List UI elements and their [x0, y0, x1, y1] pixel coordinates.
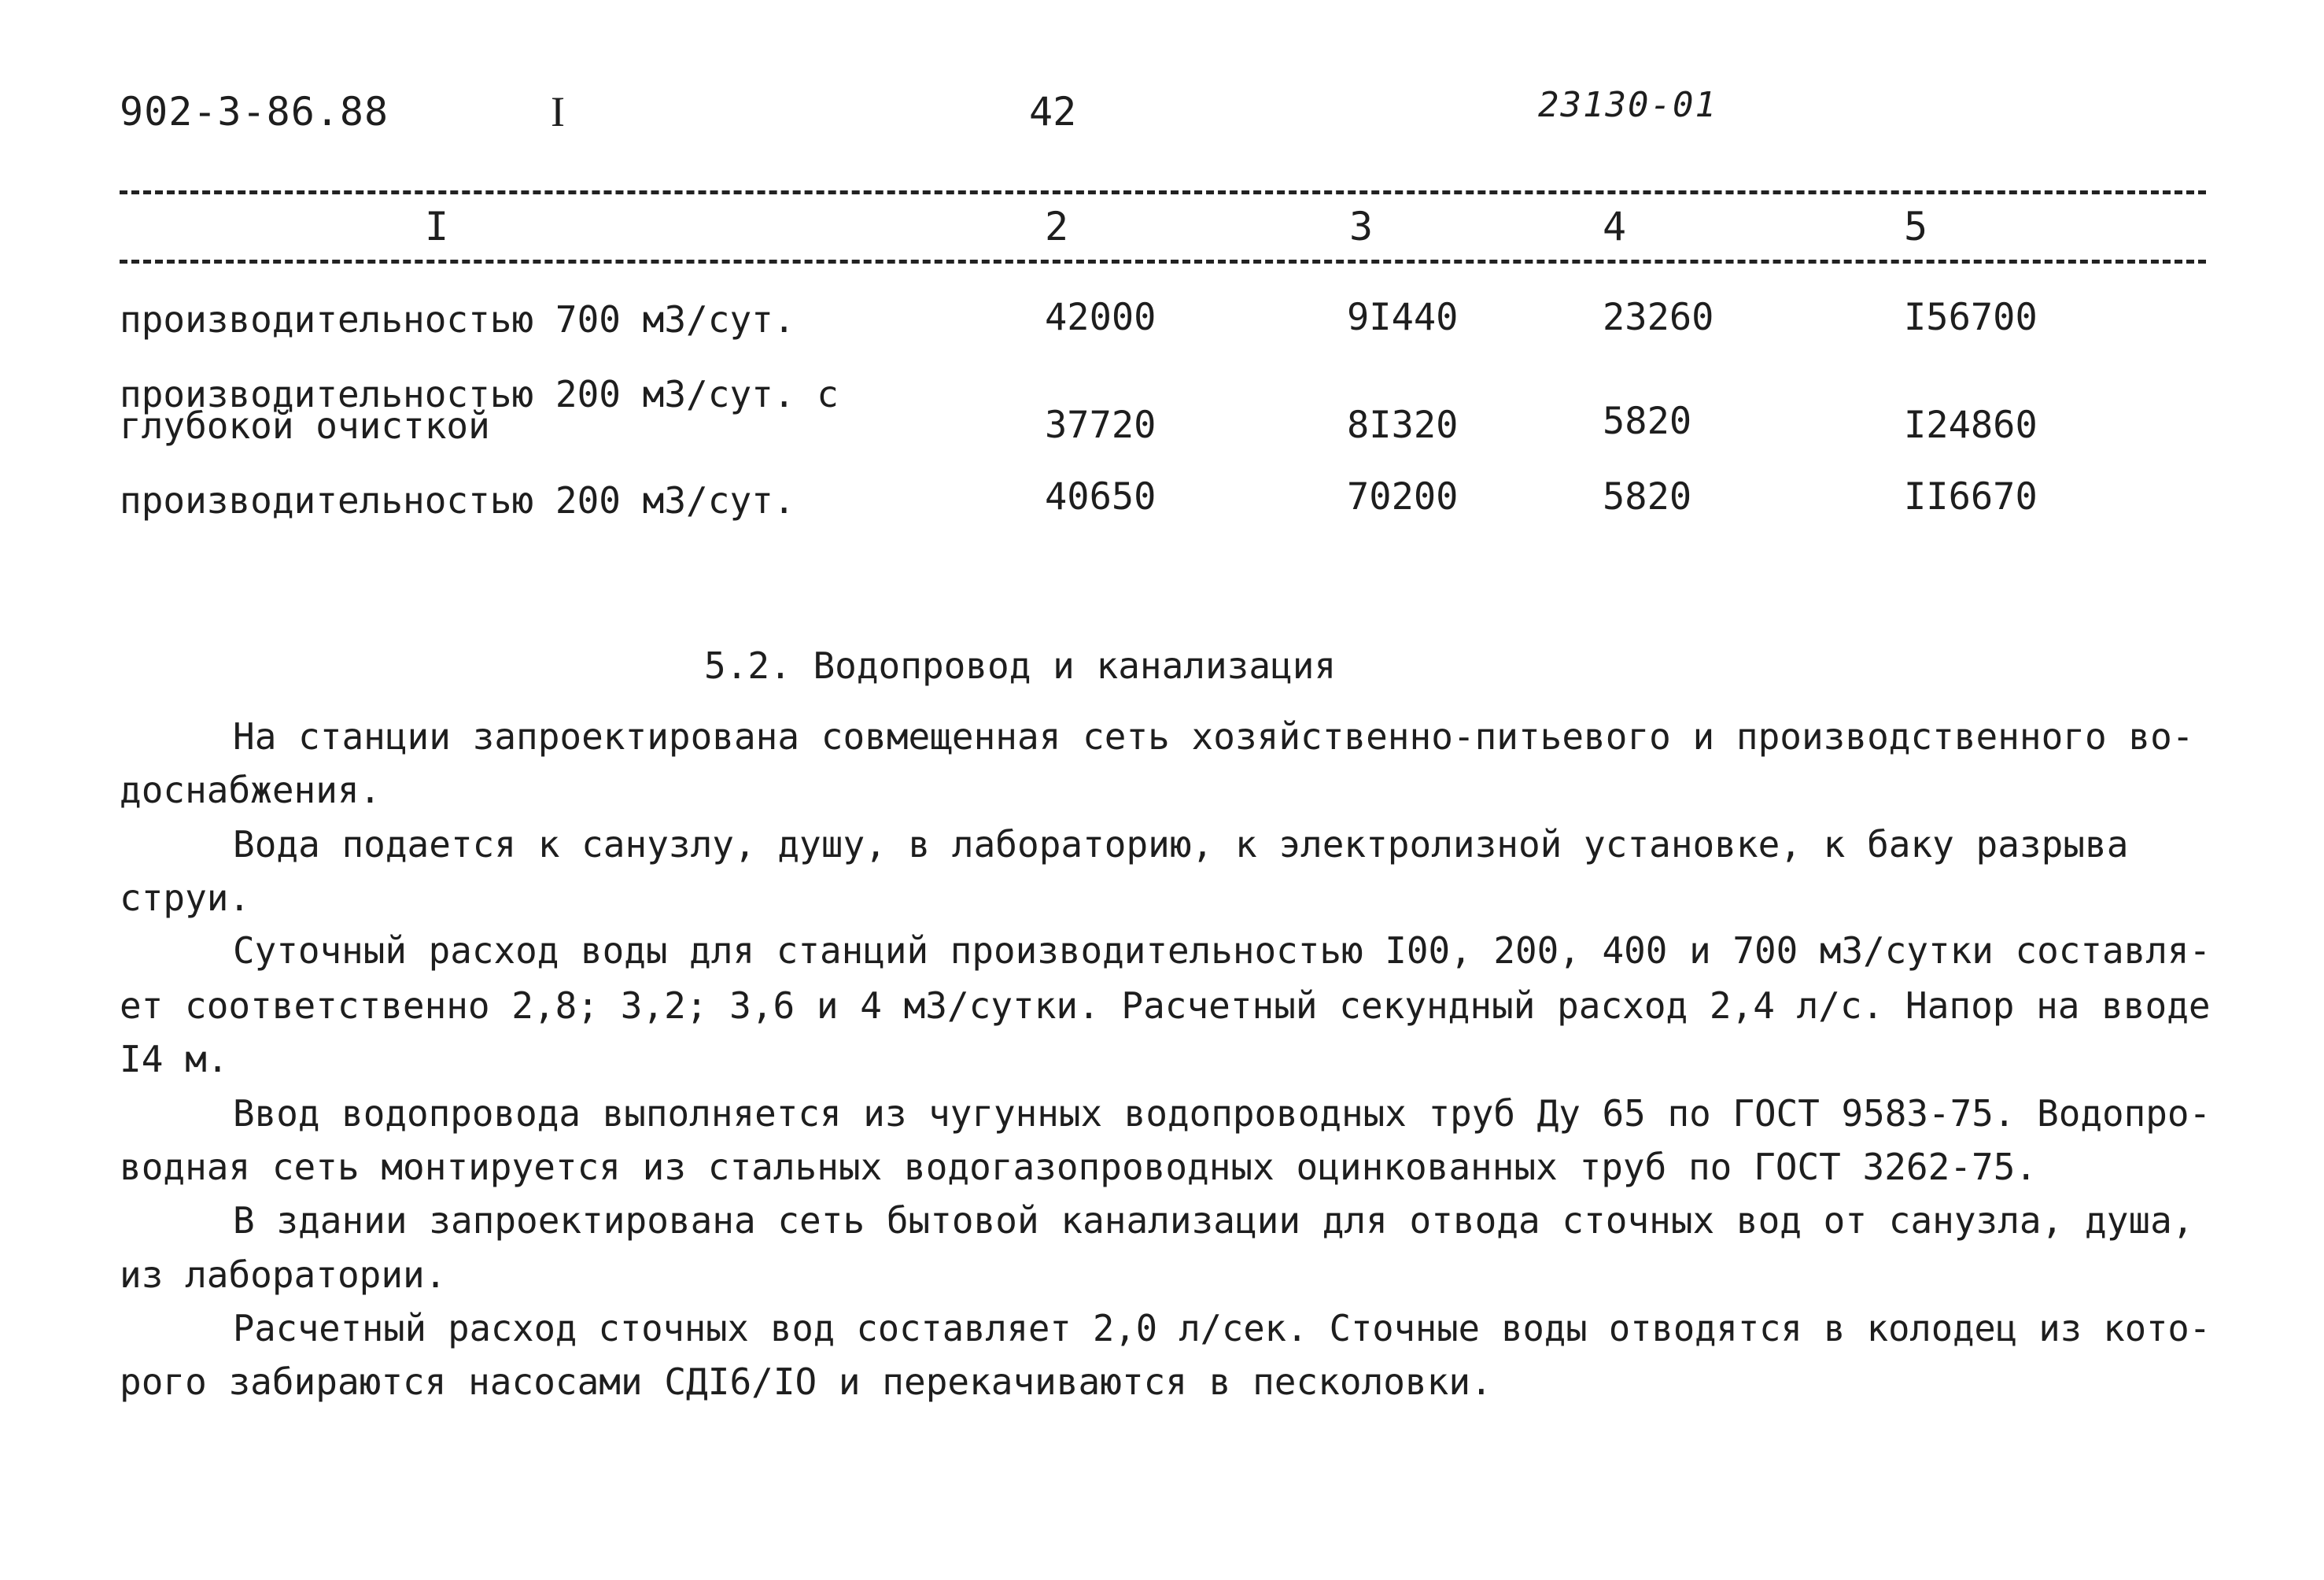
paragraph-line: из лаборатории.	[120, 1253, 447, 1296]
table-cell: 8I320	[1347, 404, 1459, 447]
table-cell: II6670	[1904, 475, 2038, 519]
paragraph-line: струи.	[120, 877, 251, 919]
paragraph-line: В здании запроектирована сеть бытовой канализации для отвода сточных вод от санузла, душа,	[233, 1199, 2194, 1242]
column-header-3: 3	[1349, 204, 1374, 249]
table-cell: 9I440	[1347, 296, 1459, 339]
table-cell: 40650	[1045, 475, 1156, 519]
table-cell: 5820	[1603, 475, 1692, 519]
row-label: производительностью 200 м3/сут.	[120, 479, 795, 522]
table-cell: 37720	[1045, 404, 1156, 447]
row-label: производительностью 700 м3/сут.	[120, 298, 795, 341]
table-header-rule	[120, 260, 2206, 264]
column-header-5: 5	[1904, 204, 1928, 249]
table-cell: 42000	[1045, 296, 1156, 339]
row-label-continuation: глубокой очисткой	[120, 404, 490, 447]
paragraph-line: ет соответственно 2,8; 3,2; 3,6 и 4 м3/сутки. Расчетный секундный расход 2,4 л/с. Напор на вводе	[120, 984, 2211, 1027]
table-cell: I56700	[1904, 296, 2038, 339]
column-header-2: 2	[1045, 204, 1069, 249]
paragraph-line: Расчетный расход сточных вод составляет 2,0 л/сек. Сточные воды отводятся в колодец из кото-	[233, 1307, 2211, 1349]
table-cell: I24860	[1904, 404, 2038, 447]
page-number: 42	[1029, 89, 1077, 135]
paragraph-line: I4 м.	[120, 1038, 229, 1080]
document-code: 902-3-86.88	[120, 89, 389, 135]
table-top-rule	[120, 190, 2206, 194]
section-number: I	[551, 88, 565, 135]
paragraph-line: Вода подается к санузлу, душу, в лабораторию, к электролизной установке, к баку разрыва	[233, 823, 2129, 866]
section-title: 5.2. Водопровод и канализация	[704, 644, 1337, 687]
paragraph-line: Ввод водопровода выполняется из чугунных водопроводных труб Ду 65 по ГОСТ 9583-75. Водопро-	[233, 1092, 2211, 1135]
table-cell: 70200	[1347, 475, 1459, 519]
paragraph-line: доснабжения.	[120, 769, 382, 811]
column-header-4: 4	[1603, 204, 1627, 249]
paragraph-line: водная сеть монтируется из стальных водогазопроводных оцинкованных труб по ГОСТ 3262-75.	[120, 1146, 2038, 1188]
column-header-1: I	[425, 204, 449, 249]
table-cell: 23260	[1603, 296, 1714, 339]
paragraph-line: Суточный расход воды для станций производительностью I00, 200, 400 и 700 м3/сутки составля-	[233, 929, 2211, 972]
reference-number: 23130-01	[1538, 85, 1717, 125]
paragraph-line: рого забираются насосами СДI6/IO и перекачиваются в песколовки.	[120, 1360, 1492, 1403]
paragraph-line: На станции запроектирована совмещенная сеть хозяйственно-питьевого и производственного во-	[233, 715, 2194, 758]
table-cell: 5820	[1603, 400, 1692, 443]
row-label: производительностью 200 м3/сут. с	[120, 373, 839, 415]
